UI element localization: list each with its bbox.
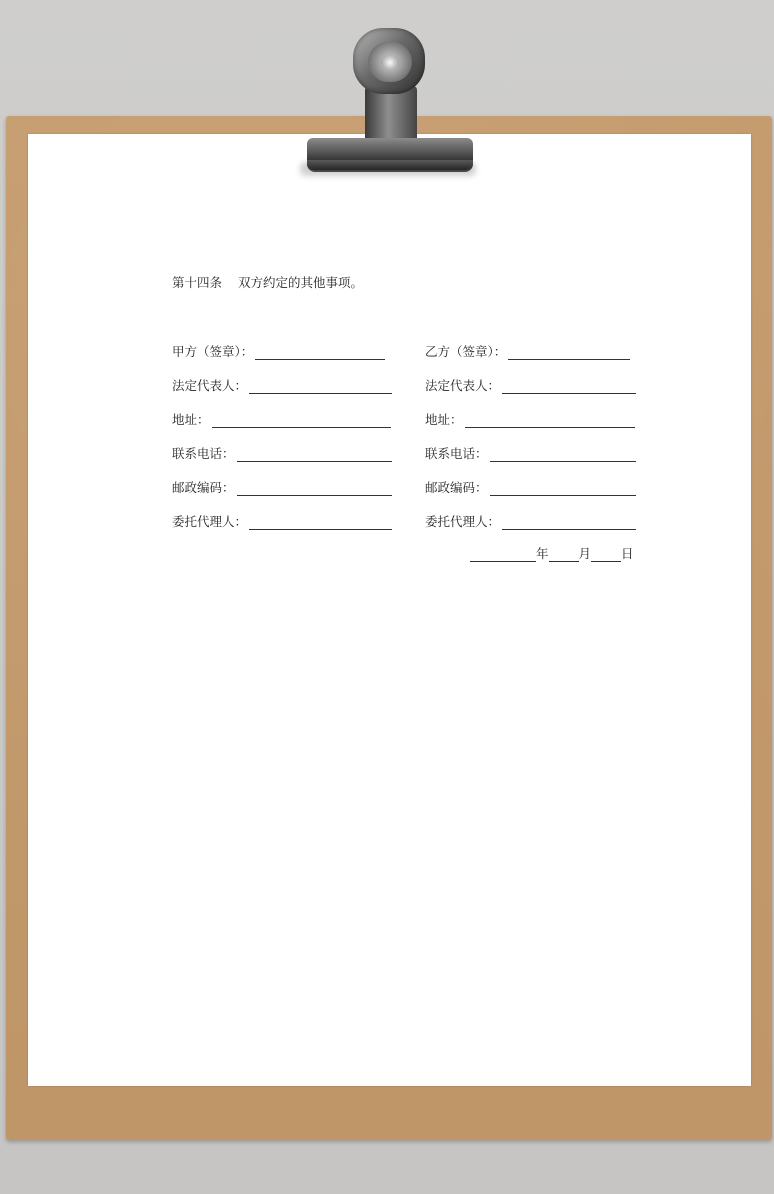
party-a-legal-rep-line[interactable] <box>249 379 392 394</box>
party-a-address-label: 地址： <box>172 412 210 427</box>
party-a-agent-label: 委托代理人： <box>172 514 248 529</box>
day-blank[interactable] <box>591 547 621 562</box>
party-a-postal-label: 邮政编码： <box>172 480 235 495</box>
party-b-address-label: 地址： <box>425 412 463 427</box>
article-heading <box>172 273 363 291</box>
party-a-agent-line[interactable] <box>249 515 392 530</box>
party-a-phone-field[interactable] <box>172 444 392 462</box>
party-b-postal-label: 邮政编码： <box>425 480 488 495</box>
party-a-sign-label: 甲方（签章）： <box>172 344 254 359</box>
clip-neck <box>365 86 417 144</box>
party-b-sign-label: 乙方（签章）： <box>425 344 507 359</box>
party-a-legal-rep-label: 法定代表人： <box>172 378 248 393</box>
party-b-legal-rep-label: 法定代表人： <box>425 378 501 393</box>
party-b-sign-line[interactable] <box>508 345 630 360</box>
party-b-postal-line[interactable] <box>490 481 636 496</box>
party-b-agent-line[interactable] <box>502 515 636 530</box>
party-b-phone-field[interactable] <box>425 444 636 462</box>
party-a-phone-line[interactable] <box>237 447 392 462</box>
party-b-sign-field[interactable] <box>425 342 630 360</box>
party-b-phone-line[interactable] <box>490 447 636 462</box>
party-b-phone-label: 联系电话： <box>425 446 488 461</box>
month-blank[interactable] <box>549 547 579 562</box>
clip-base-lip <box>307 160 473 170</box>
party-b-address-field[interactable] <box>425 410 635 428</box>
party-a-postal-line[interactable] <box>237 481 392 496</box>
clip-hole <box>381 55 399 70</box>
party-b-legal-rep-line[interactable] <box>502 379 636 394</box>
party-a-agent-field[interactable] <box>172 512 392 530</box>
party-a-legal-rep-field[interactable] <box>172 376 392 394</box>
party-a-postal-field[interactable] <box>172 478 392 496</box>
party-b-agent-field[interactable] <box>425 512 636 530</box>
month-label: 月 <box>578 546 592 561</box>
article-text: 双方约定的其他事项。 <box>238 275 364 290</box>
document-paper <box>28 134 751 1086</box>
party-a-address-line[interactable] <box>212 413 391 428</box>
year-label: 年 <box>536 546 549 561</box>
party-a-address-field[interactable] <box>172 410 391 428</box>
article-number: 第十四条 <box>172 275 223 290</box>
day-label: 日 <box>621 546 634 561</box>
party-a-phone-label: 联系电话： <box>172 446 235 461</box>
party-a-sign-field[interactable] <box>172 342 385 360</box>
party-a-sign-line[interactable] <box>255 345 385 360</box>
party-b-postal-field[interactable] <box>425 478 636 496</box>
party-b-agent-label: 委托代理人： <box>425 514 501 529</box>
party-b-address-line[interactable] <box>465 413 635 428</box>
date-field[interactable] <box>470 544 634 562</box>
party-b-legal-rep-field[interactable] <box>425 376 636 394</box>
year-blank[interactable] <box>470 547 536 562</box>
